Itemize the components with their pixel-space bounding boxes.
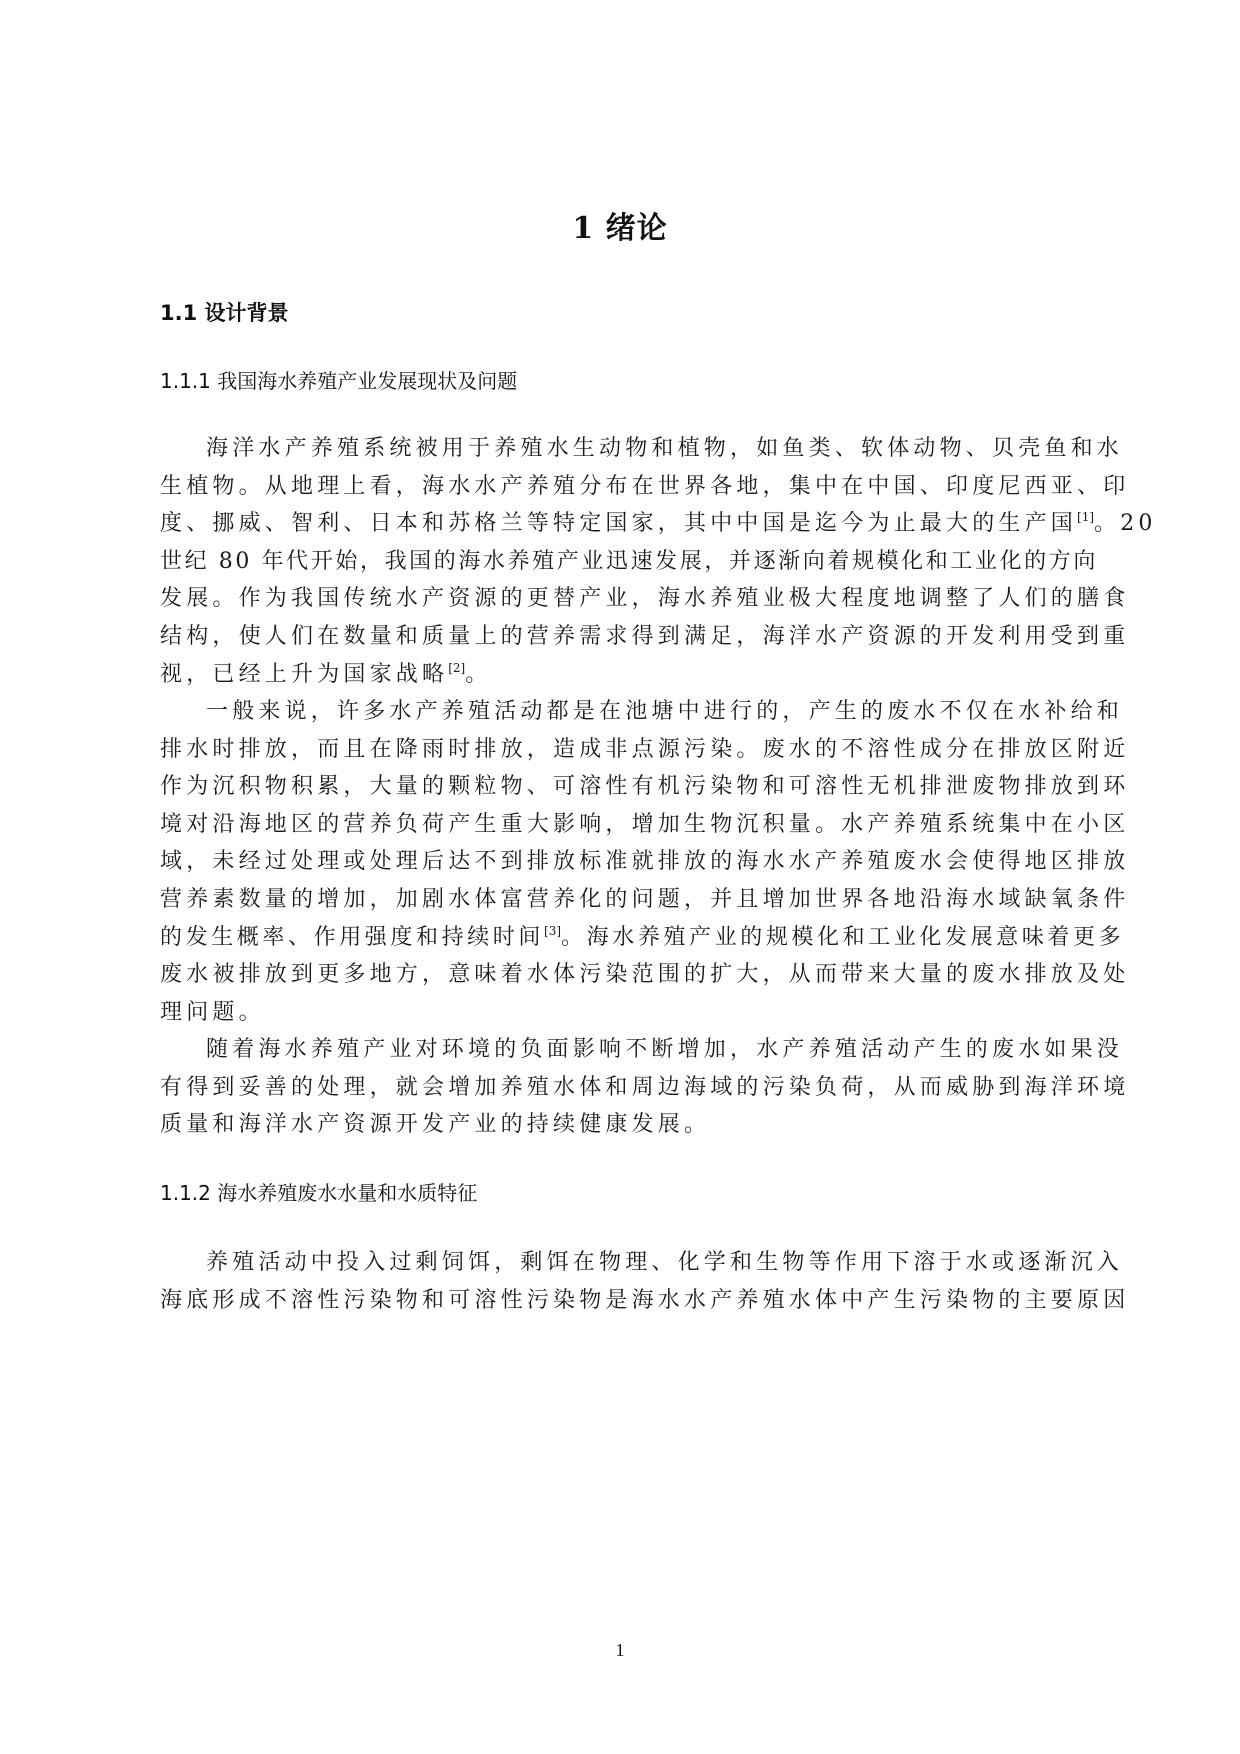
text-line: 有得到妥善的处理，就会增加养殖水体和周边海域的污染负荷，从而威胁到海洋环境 xyxy=(160,1074,1130,1100)
section-title: 1.1 设计背景 xyxy=(160,301,289,325)
citation-ref[interactable]: [1] xyxy=(1077,510,1095,525)
paragraph-1 xyxy=(160,430,1157,693)
paragraph-3 xyxy=(160,1031,1130,1144)
text-line: 结构，使人们在数量和质量上的营养需求得到满足，海洋水产资源的开发利用受到重 xyxy=(160,623,1130,649)
text-line: 发展。作为我国传统水产资源的更替产业，海水养殖业极大程度地调整了人们的膳食 xyxy=(160,586,1130,612)
subsection-title-1-1-2: 1.1.2 海水养殖废水水量和水质特征 xyxy=(160,1181,478,1205)
text-line: 质量和海洋水产资源开发产业的持续健康发展。 xyxy=(160,1112,711,1138)
text-line: 随着海水养殖产业对环境的负面影响不断增加，水产养殖活动产生的废水如果没 xyxy=(206,1037,1124,1062)
text-line: 度、挪威、智利、日本和苏格兰等特定国家，其中中国是迄今为止最大的生产国[1]。20 xyxy=(160,510,1157,537)
text-line: 世纪 80 年代开始，我国的海水养殖产业迅速发展，并逐渐向着规模化和工业化的方向 xyxy=(160,548,1098,574)
text-line: 的发生概率、作用强度和持续时间[3]。海水养殖产业的规模化和工业化发展意味着更多 xyxy=(160,923,1125,950)
paragraph-2 xyxy=(160,693,1130,1031)
text-line: 境对沿海地区的营养负荷产生重大影响，增加生物沉积量。水产养殖系统集中在小区 xyxy=(160,811,1130,837)
text-line: 视，已经上升为国家战略[2]。 xyxy=(160,660,492,687)
text-line: 废水被排放到更多地方，意味着水体污染范围的扩大，从而带来大量的废水排放及处 xyxy=(160,962,1130,988)
text-line: 理问题。 xyxy=(160,999,265,1025)
citation-ref[interactable]: [3] xyxy=(544,923,562,938)
text-line: 海洋水产养殖系统被用于养殖水生动物和植物，如鱼类、软体动物、贝壳鱼和水 xyxy=(206,436,1124,461)
text-line: 生植物。从地理上看，海水水产养殖分布在世界各地，集中在中国、印度尼西亚、印 xyxy=(160,473,1130,499)
text-line: 域，未经过处理或处理后达不到排放标准就排放的海水水产养殖废水会使得地区排放 xyxy=(160,849,1130,875)
chapter-title: 1 绪论 xyxy=(572,211,668,246)
paragraph-4 xyxy=(160,1244,1130,1319)
text-line: 海底形成不溶性污染物和可溶性污染物是海水水产养殖水体中产生污染物的主要原因 xyxy=(160,1287,1130,1313)
text-line: 排水时排放，而且在降雨时排放，造成非点源污染。废水的不溶性成分在排放区附近 xyxy=(160,736,1130,762)
text-line: 一般来说，许多水产养殖活动都是在池塘中进行的，产生的废水不仅在水补给和 xyxy=(206,699,1124,724)
citation-ref[interactable]: [2] xyxy=(448,660,466,675)
text-line: 营养素数量的增加，加剧水体富营养化的问题，并且增加世界各地沿海水域缺氧条件 xyxy=(160,886,1130,912)
page-number: 1 xyxy=(615,1640,625,1660)
subsection-title-1-1-1: 1.1.1 我国海水养殖产业发展现状及问题 xyxy=(160,369,518,393)
text-line: 作为沉积物积累，大量的颗粒物、可溶性有机污染物和可溶性无机排泄废物排放到环 xyxy=(160,774,1130,800)
text-line: 养殖活动中投入过剩饲饵，剩饵在物理、化学和生物等作用下溶于水或逐渐沉入 xyxy=(206,1250,1124,1275)
